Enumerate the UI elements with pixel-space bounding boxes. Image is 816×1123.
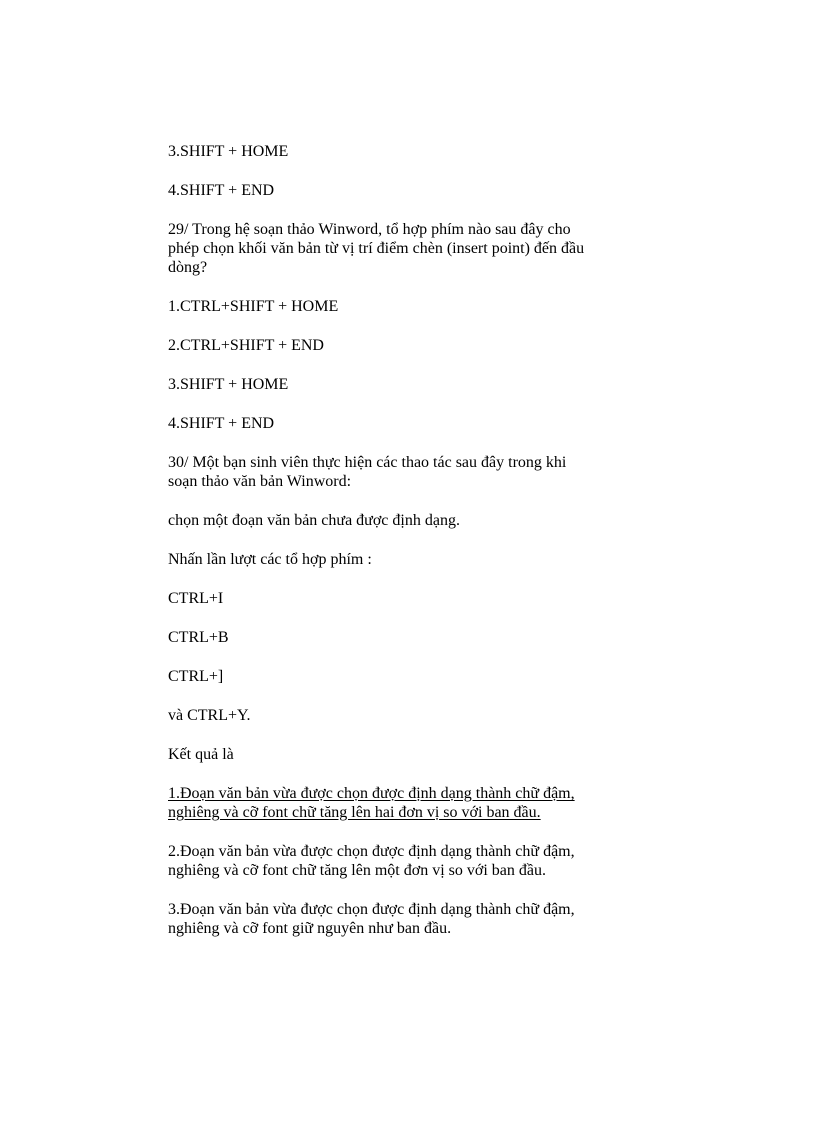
question-text: Kết quả là: [168, 746, 234, 763]
answer-option: 2.CTRL+SHIFT + END: [168, 337, 324, 354]
answer-option: 3.SHIFT + HOME: [168, 143, 289, 160]
answer-option: 3.Đoạn văn bản vừa được chọn được định dạng thành chữ đậm, nghiêng và cỡ font giữ nguyên như ban đầu.: [168, 901, 575, 937]
correct-answer-option: 1.Đoạn văn bản vừa được chọn được định dạng thành chữ đậm, nghiêng và cỡ font chữ tăng lên hai đơn vị so với ban đầu.: [168, 785, 575, 821]
key-combo: CTRL+I: [168, 590, 224, 607]
document-page: [168, 142, 668, 958]
key-combo: CTRL+]: [168, 668, 224, 685]
answer-option: 4.SHIFT + END: [168, 415, 275, 432]
question-text: chọn một đoạn văn bản chưa được định dạng.: [168, 512, 460, 529]
key-combo: và CTRL+Y.: [168, 707, 251, 724]
answer-option: 4.SHIFT + END: [168, 182, 275, 199]
answer-option: 1.CTRL+SHIFT + HOME: [168, 298, 339, 315]
key-combo: CTRL+B: [168, 629, 229, 646]
question-29: 29/ Trong hệ soạn thảo Winword, tổ hợp phím nào sau đây cho phép chọn khối văn bản từ vị trí điểm chèn (insert point) đến đầu dòng?: [168, 221, 585, 276]
question-30: 30/ Một bạn sinh viên thực hiện các thao tác sau đây trong khi soạn thảo văn bản Winword:: [168, 454, 567, 490]
answer-option: 2.Đoạn văn bản vừa được chọn được định dạng thành chữ đậm, nghiêng và cỡ font chữ tăng lên một đơn vị so với ban đầu.: [168, 843, 575, 879]
question-text: Nhấn lần lượt các tổ hợp phím :: [168, 551, 372, 568]
answer-option: 3.SHIFT + HOME: [168, 376, 289, 393]
